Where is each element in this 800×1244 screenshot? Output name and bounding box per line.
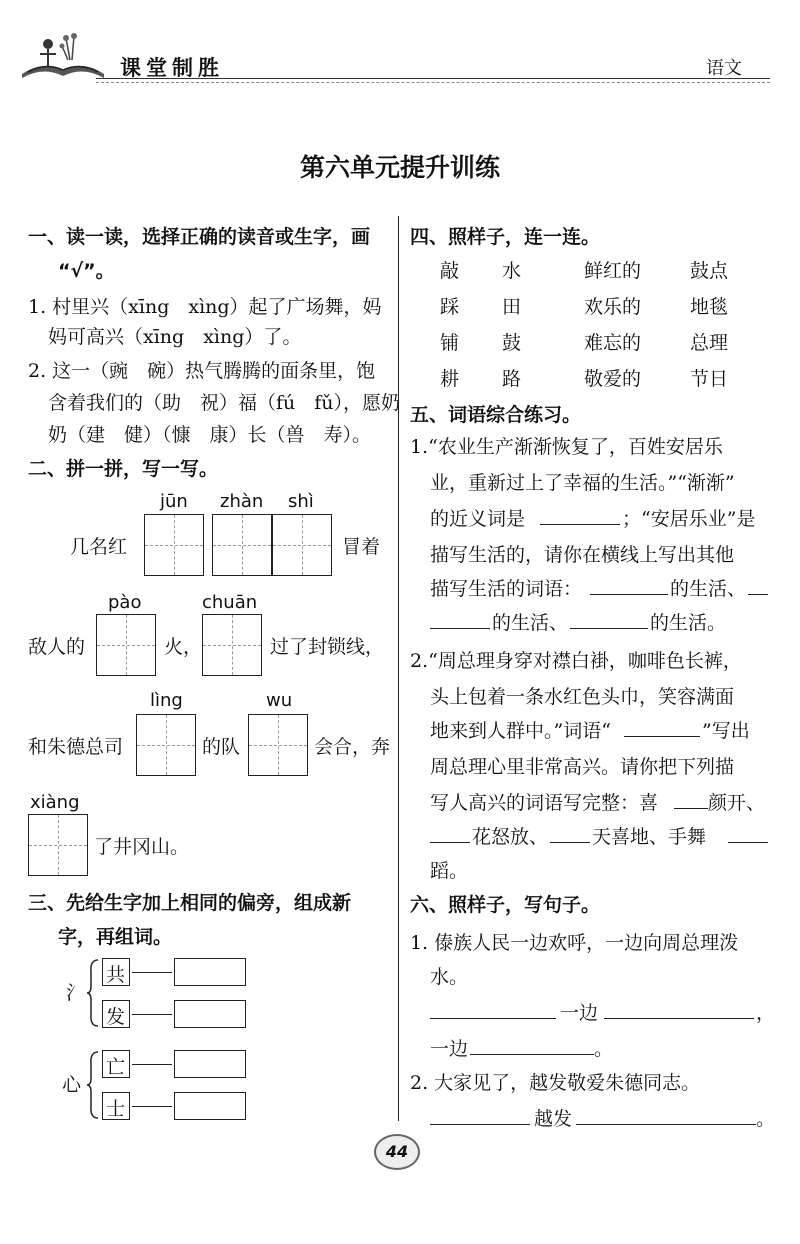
pinyin-jun: jūn bbox=[160, 491, 188, 512]
s4-heading: 四、照样子，连一连。 bbox=[410, 226, 601, 248]
s1-q1-line2: 妈可高兴（xīng xìng）了。 bbox=[48, 326, 302, 348]
blank-line[interactable] bbox=[540, 524, 620, 525]
s2-heading: 二、拼一拼，写一写。 bbox=[28, 458, 219, 480]
answer-box[interactable] bbox=[174, 1000, 246, 1028]
s2-line3-mid: 的队 bbox=[202, 736, 241, 758]
write-box-wu[interactable] bbox=[248, 714, 308, 776]
char-wang: 亡 bbox=[106, 1056, 126, 1078]
match-item: 鼓 bbox=[502, 332, 522, 354]
answer-box[interactable] bbox=[174, 1050, 246, 1078]
page-title: 第六单元提升训练 bbox=[299, 153, 500, 182]
write-box-ling[interactable] bbox=[136, 714, 196, 776]
pinyin-zhan: zhàn bbox=[220, 491, 264, 512]
header-rule bbox=[96, 78, 770, 79]
s5-heading: 五、词语综合练习。 bbox=[410, 404, 582, 426]
s2-line4-post: 了井冈山。 bbox=[94, 836, 190, 858]
pinyin-ling: lìng bbox=[150, 690, 183, 711]
header-logo bbox=[18, 30, 108, 80]
radical-heart: 心 bbox=[62, 1074, 82, 1096]
brace-water bbox=[86, 958, 100, 1032]
s5-q2-line4: 周总理心里非常高兴。请你把下列描 bbox=[430, 756, 735, 778]
s5-q2-line1: 2.“周总理身穿对襟白褂，咖啡色长裤， bbox=[410, 650, 742, 672]
s2-line1-pre: 几名红 bbox=[70, 536, 128, 558]
write-box-shi[interactable] bbox=[272, 514, 332, 576]
s1-q2-line1: 2. 这一（豌 碗）热气腾腾的面条里，饱 bbox=[28, 360, 376, 382]
s6-comma: ， bbox=[756, 1002, 776, 1024]
s5-q1-line6a: 的生活、 bbox=[492, 612, 569, 634]
s2-line1-post: 冒着 bbox=[342, 536, 381, 558]
s1-heading: 一、读一读，选择正确的读音或生字，画 bbox=[28, 226, 371, 248]
match-item: 节日 bbox=[690, 368, 729, 390]
match-item: 耕 bbox=[440, 368, 460, 390]
blank-line[interactable] bbox=[430, 1124, 530, 1125]
write-box-zhan[interactable] bbox=[212, 514, 272, 576]
s5-q1-line3a: 的近义词是 bbox=[430, 508, 526, 530]
s6-heading: 六、照样子，写句子。 bbox=[410, 894, 601, 916]
s6-q1-line1: 1. 傣族人民一边欢呼，一边向周总理泼 bbox=[410, 932, 739, 954]
s5-q1-line5a: 描写生活的词语： bbox=[430, 578, 583, 600]
blank-line[interactable] bbox=[624, 736, 700, 737]
match-item: 难忘的 bbox=[584, 332, 642, 354]
match-item: 鼓点 bbox=[690, 260, 729, 282]
s5-q2-line3b: ”写出 bbox=[702, 720, 750, 742]
s5-q2-line5b: 颜开、 bbox=[708, 792, 766, 814]
header-rule-dashed bbox=[96, 82, 770, 83]
brace-heart bbox=[86, 1050, 100, 1124]
s5-q2-line7: 蹈。 bbox=[430, 860, 469, 882]
page-number: 44 bbox=[385, 1142, 409, 1161]
blank-line[interactable] bbox=[430, 842, 470, 843]
blank-line[interactable] bbox=[604, 1018, 754, 1019]
match-item: 路 bbox=[502, 368, 522, 390]
column-divider bbox=[398, 216, 399, 1121]
s5-q2-line5a: 写人高兴的词语写完整：喜 bbox=[430, 792, 659, 814]
match-item: 地毯 bbox=[690, 296, 729, 318]
blank-line[interactable] bbox=[470, 1054, 594, 1055]
connector-line bbox=[132, 1106, 172, 1107]
blank-line[interactable] bbox=[590, 594, 668, 595]
connector-line bbox=[132, 1064, 172, 1065]
match-item: 田 bbox=[502, 296, 522, 318]
match-item: 敬爱的 bbox=[584, 368, 642, 390]
s1-heading-cont: “√”。 bbox=[58, 260, 115, 282]
connector-line bbox=[132, 972, 172, 973]
s2-line2-pre: 敌人的 bbox=[28, 636, 86, 658]
s5-q2-line6b: 天喜地、手舞 bbox=[592, 826, 707, 848]
write-box-chuan[interactable] bbox=[202, 614, 262, 676]
s5-q1-line6b: 的生活。 bbox=[650, 612, 727, 634]
blank-line[interactable] bbox=[674, 808, 708, 809]
s1-q2-line2: 含着我们的（助 祝）福（fú fǔ），愿奶 bbox=[48, 392, 401, 414]
match-item: 踩 bbox=[440, 296, 460, 318]
blank-line[interactable] bbox=[748, 594, 768, 595]
match-item: 鲜红的 bbox=[584, 260, 642, 282]
answer-box[interactable] bbox=[174, 958, 246, 986]
char-fa: 发 bbox=[106, 1006, 126, 1028]
blank-line[interactable] bbox=[430, 1018, 556, 1019]
s5-q1-line1: 1.“农业生产渐渐恢复了，百姓安居乐 bbox=[410, 436, 723, 458]
s6-yibian-2: 一边 bbox=[430, 1038, 469, 1060]
pinyin-wu: wu bbox=[266, 690, 293, 711]
blank-line[interactable] bbox=[576, 1124, 756, 1125]
s6-q2: 2. 大家见了，越发敬爱朱德同志。 bbox=[410, 1072, 701, 1094]
blank-line[interactable] bbox=[430, 628, 490, 629]
write-box-jun[interactable] bbox=[144, 514, 204, 576]
blank-line[interactable] bbox=[570, 628, 648, 629]
s1-q2-line3: 奶（建 健）（慷 康）长（兽 寿）。 bbox=[48, 424, 372, 446]
answer-box[interactable] bbox=[174, 1092, 246, 1120]
s5-q2-line3a: 地来到人群中。”词语“ bbox=[430, 720, 611, 742]
s2-line3-pre: 和朱德总司 bbox=[28, 736, 124, 758]
s6-period-2: 。 bbox=[756, 1108, 776, 1130]
s5-q1-line5b: 的生活、 bbox=[670, 578, 747, 600]
s6-yibian-1: 一边 bbox=[560, 1002, 599, 1024]
match-item: 总理 bbox=[690, 332, 729, 354]
s6-q1-line2: 水。 bbox=[430, 966, 469, 988]
pinyin-shi: shì bbox=[288, 491, 314, 512]
char-gong: 共 bbox=[106, 964, 126, 986]
s6-yuefa: 越发 bbox=[534, 1108, 573, 1130]
s5-q2-line2: 头上包着一条水红色头巾，笑容满面 bbox=[430, 686, 735, 708]
match-item: 敲 bbox=[440, 260, 460, 282]
s6-period-1: 。 bbox=[594, 1038, 614, 1060]
s2-line2-mid: 火， bbox=[164, 636, 203, 658]
s3-heading: 三、先给生字加上相同的偏旁，组成新 bbox=[28, 892, 352, 914]
s5-q1-line3b: ；“安居乐业”是 bbox=[622, 508, 756, 530]
match-item: 欢乐的 bbox=[584, 296, 642, 318]
pinyin-chuan: chuān bbox=[202, 592, 258, 613]
s5-q1-line2: 业，重新过上了幸福的生活。”“渐渐” bbox=[430, 472, 735, 494]
char-shi: 士 bbox=[106, 1098, 126, 1120]
match-item: 铺 bbox=[440, 332, 460, 354]
s5-q2-line6a: 花怒放、 bbox=[472, 826, 549, 848]
s1-q1-line1: 1. 村里兴（xīng xìng）起了广场舞，妈 bbox=[28, 296, 382, 318]
header-brand: 课堂制胜 bbox=[120, 56, 224, 80]
pinyin-pao: pào bbox=[108, 592, 142, 613]
s2-line3-post: 会合，奔 bbox=[314, 736, 391, 758]
blank-line[interactable] bbox=[550, 842, 590, 843]
pinyin-xiang: xiàng bbox=[30, 792, 80, 813]
connector-line bbox=[132, 1014, 172, 1015]
header-subject: 语文 bbox=[706, 58, 742, 79]
blank-line[interactable] bbox=[728, 842, 768, 843]
s3-heading-cont: 字，再组词。 bbox=[58, 926, 173, 948]
match-item: 水 bbox=[502, 260, 522, 282]
write-box-pao[interactable] bbox=[96, 614, 156, 676]
s5-q1-line4: 描写生活的，请你在横线上写出其他 bbox=[430, 544, 735, 566]
s2-line2-post: 过了封锁线， bbox=[270, 636, 385, 658]
write-box-xiang[interactable] bbox=[28, 814, 88, 876]
radical-water: 氵 bbox=[66, 982, 86, 1004]
